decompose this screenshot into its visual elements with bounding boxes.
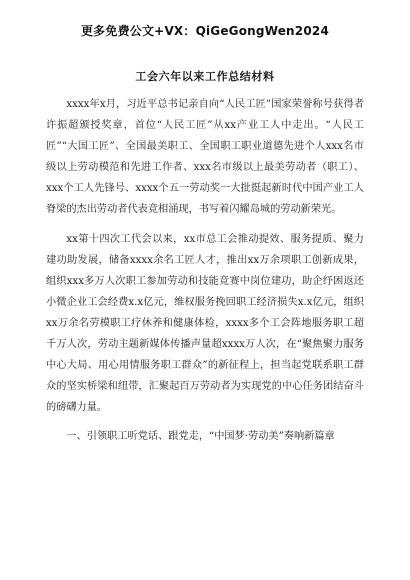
paragraph-1: xxxx年x月，习近平总书记亲自向“人民工匠”国家荣誉称号获得者许振超颁授奖章，首位“人民工匠”从xx产业工人中走出。“人民工匠”“大国工匠”、全国最美职工、全国职工职业道德先进个人xxx名市级以上劳动模范和先进工作者、xxx名市级以上最美劳动者（职工）、xxx个工人先锋号、xxxx个五一劳动奖一大批挺起新时代中国产业工人脊梁的杰出劳动者代表竞相涌现，书写着闪耀岛城的劳动新荣光。 xyxy=(46,99,364,216)
section-heading-1: 一、引领职工听党话、跟党走，“中国梦·劳动美”奏响新篇章 xyxy=(66,431,335,443)
promo-banner-text: 更多免费公文+VX：QiGeGongWen2024 xyxy=(80,24,329,38)
paragraph-2: xx第十四次工代会以来，xx市总工会推动提效、服务提质、聚力建功助发展，储备xxxx余名工匠人才，推出xx万余项职工创新成果，组织xxx多万人次职工参加劳动和技能竞赛中岗位建功，助企纾困返还小微企业工会经费x.x亿元，维权服务挽回职工经济损失x.x亿元，组织xx万余名劳模职工疗休养和健康体检，xxxx多个工会阵地服务职工超千万人次，劳动主题新媒体传播声量超xxxx万人次，在“聚焦聚力服务中心大局、用心用情服务职工群众”的新征程上，担当起党联系职工群众的坚实桥梁和纽带，汇聚起百万劳动者为实现党的中心任务团结奋斗的磅礴力量。 xyxy=(46,233,364,414)
document-title: 工会六年以来工作总结材料 xyxy=(135,70,275,83)
document-body xyxy=(46,94,364,456)
